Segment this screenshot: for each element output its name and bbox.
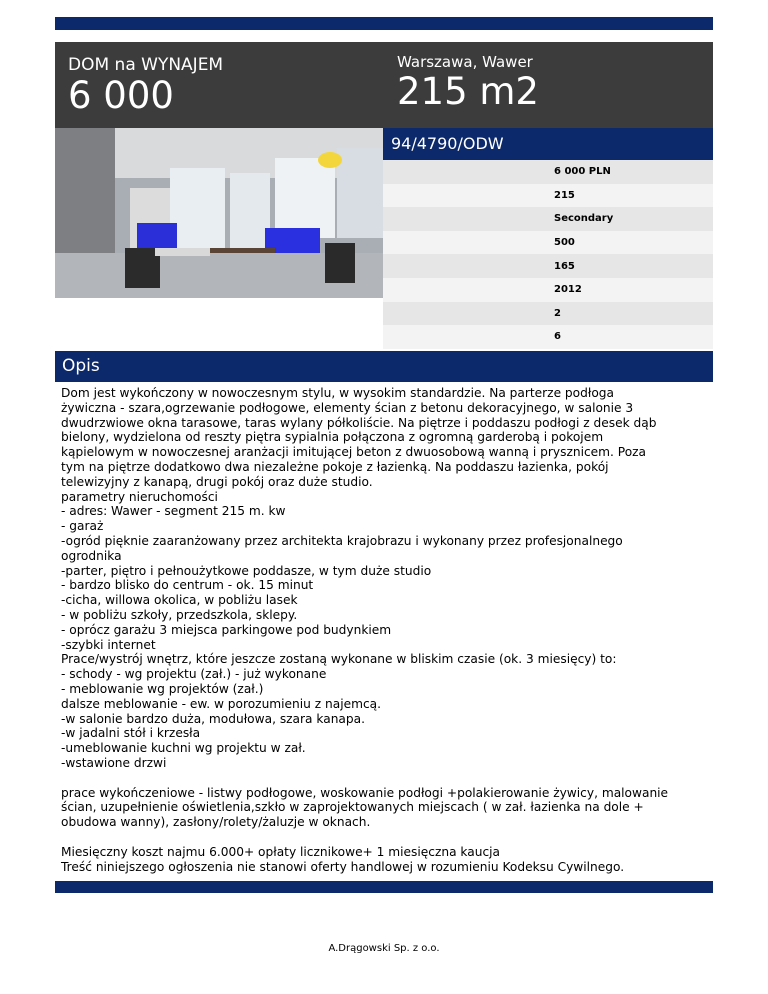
description-line: kąpielowym w nowoczesnej aranżacji imitującej beton z dwuosobową wanną i prysznicem. Poza [61, 445, 647, 460]
footer-company: A.Drągowski Sp. z o.o. [328, 943, 440, 954]
detail-row [383, 184, 713, 208]
description-line: tym na piętrze dodatkowo dwa niezależne pokoje z łazienką. Na poddaszu łazienka, pokój [61, 459, 609, 474]
detail-value: 215 [554, 189, 575, 201]
description-line: - oprócz garażu 3 miejsca parkingowe pod budynkiem [61, 622, 392, 637]
description-line: Treść niniejszego ogłoszenia nie stanowi oferty handlowej w rozumieniu Kodeksu Cywilnego. [61, 859, 625, 874]
description-line: -parter, piętro i pełnoużytkowe poddasze, w tym duże studio [61, 563, 432, 578]
top-accent-bar [55, 17, 713, 30]
detail-row [383, 278, 713, 302]
detail-value: 165 [554, 260, 575, 272]
description-line: -w salonie bardzo duża, modułowa, szara kanapa. [61, 711, 365, 726]
description-line: -ogród pięknie zaaranżowany przez architekta krajobrazu i wykonany przez profesjonalnego [61, 533, 623, 548]
description-line: bielony, wydzielona od reszty piętra sypialnia połączona z ogromną garderobą i pokojem [61, 430, 604, 445]
description-line: dwudrzwiowe okna tarasowe, taras wylany półkoliście. Na piętrze i poddaszu podłogi z desek dąb [61, 415, 657, 430]
description-line: - garaż [61, 519, 104, 534]
description-line: - meblowanie wg projektów (zał.) [61, 681, 264, 696]
description-line: Dom jest wykończony w nowoczesnym stylu, w wysokim standardzie. Na parterze podłoga [61, 386, 614, 400]
listing-price: 6 000 [68, 74, 174, 117]
listing-location: Warszawa, Wawer [397, 53, 533, 71]
description-line: -umeblowanie kuchni wg projektu w zał. [61, 741, 306, 756]
description-line: telewizyjny z kanapą, drugi pokój oraz duże studio. [61, 474, 373, 489]
description-line: żywiczna - szara,ogrzewanie podłogowe, elementy ścian z betonu dekoracyjnego, w salonie 3 [61, 400, 634, 415]
detail-row [383, 231, 713, 255]
property-photo [55, 128, 383, 298]
detail-value: 2 [554, 307, 561, 319]
details-table [383, 160, 713, 349]
detail-row [383, 325, 713, 349]
detail-row [383, 160, 713, 184]
section-title-opis: Opis [55, 351, 713, 382]
reference-number: 94/4790/ODW [383, 128, 713, 160]
description-line [61, 830, 713, 845]
description-line [61, 771, 713, 786]
detail-value: Secondary [554, 213, 614, 225]
detail-row [383, 254, 713, 278]
description-line: Miesięczny koszt najmu 6.000+ opłaty licznikowe+ 1 miesięczna kaucja [61, 844, 501, 859]
description-line: -szybki internet [61, 637, 156, 652]
listing-type: DOM na WYNAJEM [68, 55, 224, 75]
detail-row [383, 207, 713, 231]
description-line: - w pobliżu szkoły, przedszkola, sklepy. [61, 607, 298, 622]
bottom-accent-bar [55, 881, 713, 893]
description-line: Prace/wystrój wnętrz, które jeszcze zostaną wykonane w bliskim czasie (ok. 3 miesięcy) to: [61, 652, 617, 667]
detail-row [383, 302, 713, 326]
description-line: dalsze meblowanie - ew. w porozumieniu z najemcą. [61, 696, 382, 711]
description-line: obudowa wanny), zasłony/rolety/żaluzje w oknach. [61, 815, 371, 830]
detail-value: 2012 [554, 284, 582, 296]
description [61, 386, 713, 874]
description-line: prace wykończeniowe - listwy podłogowe, woskowanie podłogi +polakierowanie żywicy, malowanie [61, 785, 669, 800]
listing-area: 215 m2 [397, 70, 539, 113]
description-line: - schody - wg projektu (zał.) - już wykonane [61, 667, 327, 682]
description-line: ogrodnika [61, 548, 122, 563]
description-line: - bardzo blisko do centrum - ok. 15 minut [61, 578, 314, 593]
description-line: -cicha, willowa okolica, w pobliżu lasek [61, 593, 298, 608]
listing-header [55, 42, 713, 128]
detail-value: 6 [554, 331, 561, 343]
description-line: -w jadalni stół i krzesła [61, 726, 201, 741]
detail-value: 500 [554, 237, 575, 249]
description-line: parametry nieruchomości [61, 489, 218, 504]
description-line: - adres: Wawer - segment 215 m. kw [61, 504, 286, 519]
description-line: -wstawione drzwi [61, 755, 167, 770]
detail-value: 6 000 PLN [554, 166, 611, 178]
description-line: ścian, uzupełnienie oświetlenia,szkło w zaprojektowanych miejscach ( w zał. łazienka na dole + [61, 800, 644, 815]
